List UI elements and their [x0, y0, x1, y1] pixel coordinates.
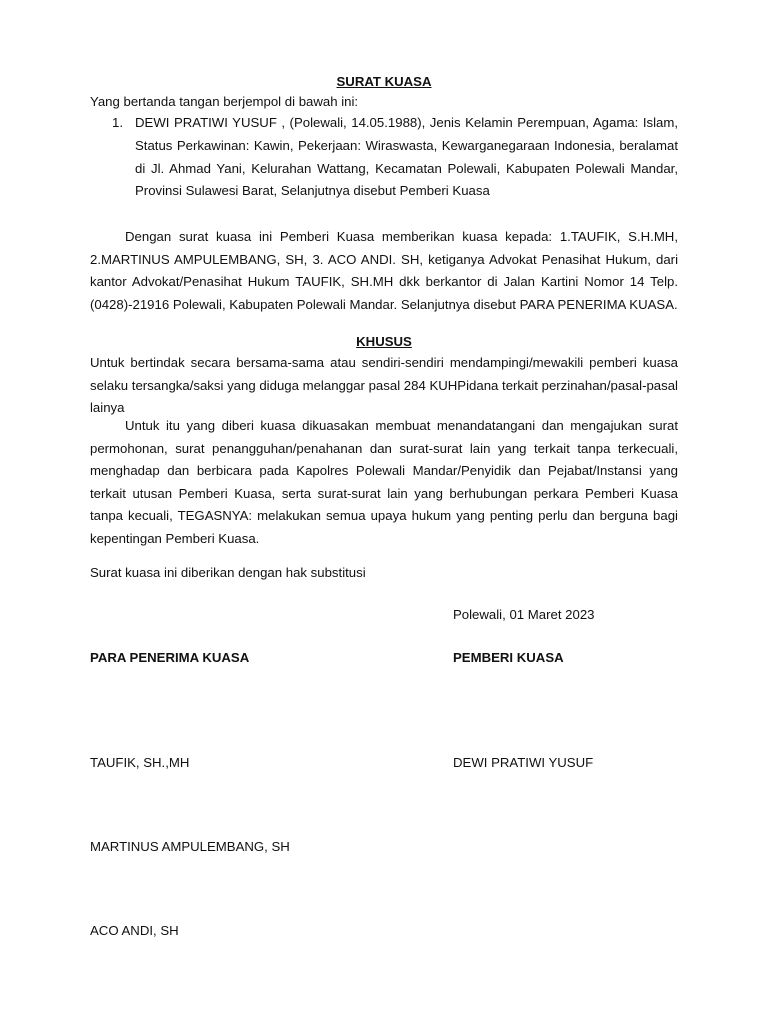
purpose-paragraph: Untuk bertindak secara bersama-sama atau sendiri-sendiri mendampingi/mewakili pemberi kuasa selaku tersangka/saksi yang diduga melanggar pasal 284 KUHPidana terkait perzinahan/pasal-pasal lainya — [90, 355, 678, 415]
recipient-1-name: TAUFIK, SH.,MH — [90, 755, 190, 770]
recipients-heading: PARA PENERIMA KUASA — [90, 650, 250, 665]
place-date: Polewali, 01 Maret 2023 — [453, 607, 595, 622]
intro-line: Yang bertanda tangan berjempol di bawah ini: — [90, 94, 359, 109]
recipient-3-name: ACO ANDI, SH — [90, 923, 179, 938]
substitution-line: Surat kuasa ini diberikan dengan hak substitusi — [90, 565, 366, 580]
list-number: 1. — [112, 115, 123, 130]
grantor-list-item — [90, 112, 678, 203]
document-title: SURAT KUASA — [336, 74, 432, 89]
authority-paragraph: Untuk itu yang diberi kuasa dikuasakan membuat menandatangani dan mengajukan surat permohonan, surat penangguhan/penahanan dan surat-surat lain yang terkait tanpa terkecuali, menghadap dan berbicara pada Kapolres Polewali Mandar/Penyidik dan Pejabat/Instansi yang terkait utusan Pemberi Kuasa, serta surat-surat lain yang berhubungan perkara Pemberi Kuasa tanpa kecuali, TEGASNYA: melakukan semua upaya hukum yang penting perlu dan berguna bagi kepentingan Pemberi Kuasa. — [90, 418, 678, 546]
recipient-2-name: MARTINUS AMPULEMBANG, SH — [90, 839, 290, 854]
khusus-heading: KHUSUS — [356, 334, 412, 349]
grantor-heading: PEMBERI KUASA — [453, 650, 564, 665]
grant-paragraph: Dengan surat kuasa ini Pemberi Kuasa memberikan kuasa kepada: 1.TAUFIK, S.H.MH, 2.MARTINUS AMPULEMBANG, SH, 3. ACO ANDI. SH, ketiganya Advokat Penasihat Hukum, dari kantor Advokat/Penasihat Hukum TAUFIK, SH.MH dkk berkantor di Jalan Kartini Nomor 14 Telp. (0428)-21916 Polewali, Kabupaten Polewali Mandar. Selanjutnya disebut PARA PENERIMA KUASA. — [90, 229, 678, 312]
grantor-details: DEWI PRATIWI YUSUF , (Polewali, 14.05.1988), Jenis Kelamin Perempuan, Agama: Islam, Status Perkawinan: Kawin, Pekerjaan: Wiraswasta, Kewarganegaraan Indonesia, beralamat di Jl. Ahmad Yani, Kelurahan Wattang, Kecamatan Polewali, Kabupaten Polewali Mandar, Provinsi Sulawesi Barat, Selanjutnya disebut Pemberi Kuasa — [135, 115, 678, 199]
grantor-signature-name: DEWI PRATIWI YUSUF — [453, 755, 594, 770]
